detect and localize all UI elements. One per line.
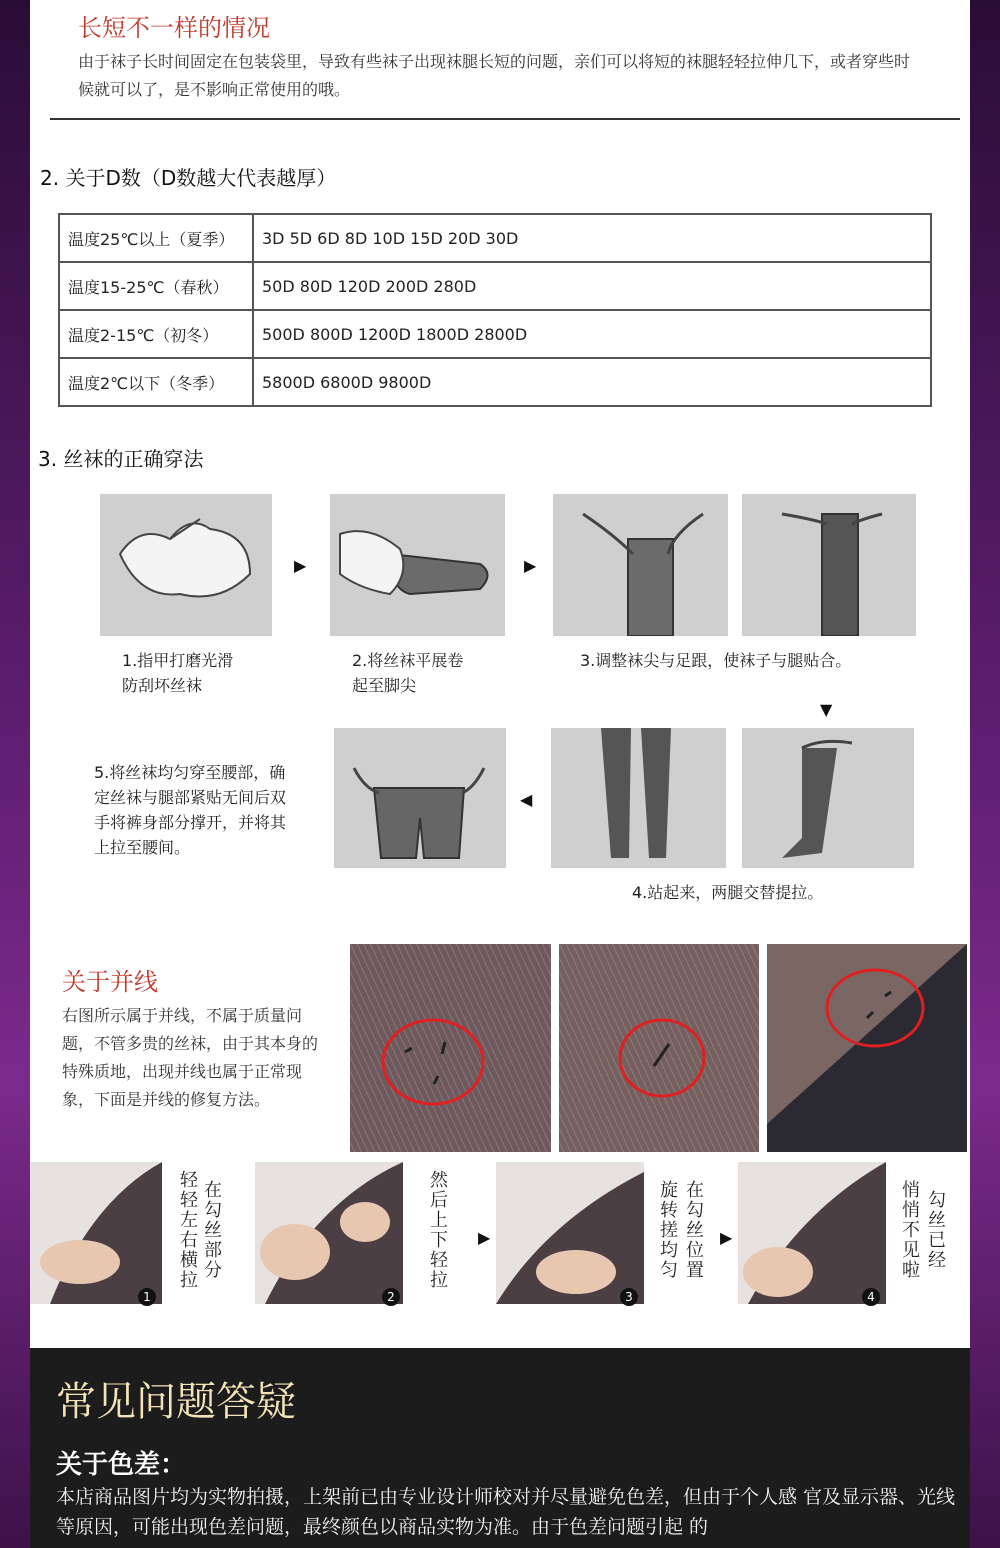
d-values-cell: 50D 80D 120D 200D 280D [253, 262, 931, 310]
table-row [59, 310, 931, 358]
repair-arrow-icon: ▶ [478, 1228, 491, 1247]
length-section-title: 长短不一样的情况 [78, 14, 270, 42]
wear-section-title: 3. 丝袜的正确穿法 [38, 447, 204, 471]
step5-caption: 5.将丝袜均匀穿至腰部，确 定丝袜与腿部紧贴无间后双 手将裤身部分撑开，并将其 上拉至腰间。 [94, 763, 287, 857]
temp-cell: 温度2℃以下（冬季） [59, 358, 253, 406]
temp-cell: 温度15-25℃（春秋） [59, 262, 253, 310]
repair-step-4-text-b: 悄悄不见啦 [899, 1180, 920, 1280]
step3-illustration [553, 494, 728, 636]
step-arrow-left-icon: ◀ [520, 790, 533, 809]
d-values-cell: 5800D 6800D 9800D [253, 358, 931, 406]
repair-photo-2 [255, 1162, 403, 1304]
divider [50, 118, 960, 120]
repair-step-1-text-a: 在勾丝部分 [201, 1180, 222, 1280]
step2-illustration [330, 494, 505, 636]
thread-section-text: 右图所示属于并线，不属于质量问题，不管多贵的丝袜，由于其本身的特殊质地，出现并线也属于正常现象，下面是并线的修复方法。 [62, 1006, 319, 1109]
step-arrow-icon: ▶ [294, 556, 307, 575]
table-row [59, 262, 931, 310]
table-row [59, 358, 931, 406]
step3b-illustration [742, 494, 916, 636]
d-table [58, 213, 932, 407]
repair-arrow-icon: ▶ [720, 1228, 733, 1247]
step4-caption: 4.站起来，两腿交替提拉。 [632, 883, 824, 902]
length-section-text: 由于袜子长时间固定在包装袋里，导致有些袜子出现袜腿长短的问题，亲们可以将短的袜腿轻轻拉伸几下，或者穿些时候就可以了，是不影响正常使用的哦。 [78, 52, 911, 99]
faq-title: 常见问题答疑 [56, 1379, 296, 1425]
repair-step-4-text-a: 勾丝已经 [925, 1190, 946, 1270]
color-difference-text: 本店商品图片均为实物拍摄，上架前已由专业设计师校对并尽量避免色差，但由于个人感 官及显示器、光线等原因，可能出现色差问题，最终颜色以商品实物为准。由于色差问题引起 的 [56, 1486, 956, 1538]
thread-zoom-photo-2 [559, 944, 759, 1152]
step-arrow-icon: ▶ [524, 556, 537, 575]
d-values-cell: 3D 5D 6D 8D 10D 15D 20D 30D [253, 214, 931, 262]
d-section-title: 2. 关于D数（D数越大代表越厚） [40, 166, 337, 190]
thread-zoom-photo-1 [350, 944, 551, 1152]
repair-step-1-text-b: 轻轻左右横拉 [177, 1170, 198, 1290]
left-purple-border [0, 0, 30, 1548]
repair-step-3-number: 3 [620, 1288, 638, 1306]
right-purple-border [970, 0, 1000, 1548]
repair-step-2-number: 2 [382, 1288, 400, 1306]
step1-caption: 1.指甲打磨光滑 防刮坏丝袜 [122, 651, 234, 695]
repair-step-1-number: 1 [138, 1288, 156, 1306]
color-difference-heading: 关于色差： [56, 1450, 187, 1480]
step3-caption: 3.调整袜尖与足跟，使袜子与腿贴合。 [580, 651, 852, 670]
thread-zoom-photo-3 [767, 944, 967, 1152]
table-row [59, 214, 931, 262]
thread-section-title: 关于并线 [62, 968, 158, 996]
step-arrow-down-icon: ▼ [820, 700, 833, 719]
repair-step-4-number: 4 [862, 1288, 880, 1306]
repair-photo-4 [738, 1162, 886, 1304]
step4a-illustration [551, 728, 726, 868]
repair-step-2-text-a: 然后上下轻拉 [427, 1170, 448, 1290]
repair-photo-1 [30, 1162, 162, 1304]
step2-caption: 2.将丝袜平展卷 起至脚尖 [352, 651, 464, 695]
main-content [30, 0, 970, 1348]
repair-photo-3 [496, 1162, 644, 1304]
temp-cell: 温度25℃以上（夏季） [59, 214, 253, 262]
step4b-illustration [742, 728, 914, 868]
step5-illustration [334, 728, 506, 868]
d-values-cell: 500D 800D 1200D 1800D 2800D [253, 310, 931, 358]
repair-step-3-text-a: 在勾丝位置 [683, 1180, 704, 1280]
step1-illustration [100, 494, 272, 636]
faq-section [30, 1348, 970, 1548]
temp-cell: 温度2-15℃（初冬） [59, 310, 253, 358]
repair-step-3-text-b: 旋转搓均匀 [657, 1180, 678, 1280]
